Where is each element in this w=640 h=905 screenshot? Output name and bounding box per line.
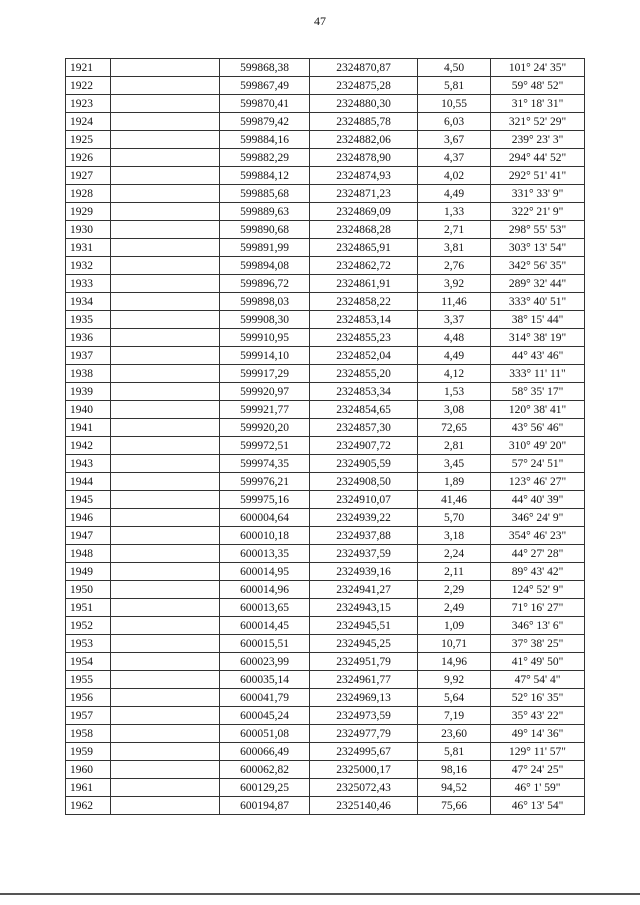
table-row xyxy=(66,617,585,635)
table-row xyxy=(66,401,585,419)
table-row xyxy=(66,707,585,725)
distance-cell: 1,09 xyxy=(418,617,491,635)
bearing-cell: 57° 24' 51" xyxy=(491,455,585,473)
blank-cell xyxy=(111,95,220,113)
y-coordinate-cell: 2325140,46 xyxy=(310,797,418,815)
bearing-cell: 101° 24' 35" xyxy=(491,59,585,77)
point-number-cell: 1960 xyxy=(66,761,111,779)
point-number-cell: 1934 xyxy=(66,293,111,311)
point-number-cell: 1931 xyxy=(66,239,111,257)
bearing-cell: 321° 52' 29" xyxy=(491,113,585,131)
table-row xyxy=(66,545,585,563)
distance-cell: 2,76 xyxy=(418,257,491,275)
x-coordinate-cell: 600066,49 xyxy=(220,743,310,761)
y-coordinate-cell: 2324943,15 xyxy=(310,599,418,617)
blank-cell xyxy=(111,437,220,455)
point-number-cell: 1951 xyxy=(66,599,111,617)
x-coordinate-cell: 600035,14 xyxy=(220,671,310,689)
y-coordinate-cell: 2324857,30 xyxy=(310,419,418,437)
blank-cell xyxy=(111,509,220,527)
y-coordinate-cell: 2324910,07 xyxy=(310,491,418,509)
table-row xyxy=(66,239,585,257)
bearing-cell: 31° 18' 31" xyxy=(491,95,585,113)
y-coordinate-cell: 2324852,04 xyxy=(310,347,418,365)
y-coordinate-cell: 2324961,77 xyxy=(310,671,418,689)
bearing-cell: 294° 44' 52" xyxy=(491,149,585,167)
y-coordinate-cell: 2324865,91 xyxy=(310,239,418,257)
table-row xyxy=(66,257,585,275)
bearing-cell: 59° 48' 52" xyxy=(491,77,585,95)
point-number-cell: 1946 xyxy=(66,509,111,527)
x-coordinate-cell: 599885,68 xyxy=(220,185,310,203)
blank-cell xyxy=(111,185,220,203)
y-coordinate-cell: 2324875,28 xyxy=(310,77,418,95)
bearing-cell: 292° 51' 41" xyxy=(491,167,585,185)
bearing-cell: 49° 14' 36" xyxy=(491,725,585,743)
blank-cell xyxy=(111,617,220,635)
table-row xyxy=(66,149,585,167)
point-number-cell: 1938 xyxy=(66,365,111,383)
y-coordinate-cell: 2325000,17 xyxy=(310,761,418,779)
point-number-cell: 1959 xyxy=(66,743,111,761)
blank-cell xyxy=(111,401,220,419)
y-coordinate-cell: 2324861,91 xyxy=(310,275,418,293)
bearing-cell: 310° 49' 20" xyxy=(491,437,585,455)
bearing-cell: 41° 49' 50" xyxy=(491,653,585,671)
y-coordinate-cell: 2324855,23 xyxy=(310,329,418,347)
y-coordinate-cell: 2324858,22 xyxy=(310,293,418,311)
point-number-cell: 1956 xyxy=(66,689,111,707)
y-coordinate-cell: 2324977,79 xyxy=(310,725,418,743)
distance-cell: 98,16 xyxy=(418,761,491,779)
distance-cell: 4,49 xyxy=(418,185,491,203)
table-row xyxy=(66,95,585,113)
point-number-cell: 1948 xyxy=(66,545,111,563)
distance-cell: 3,18 xyxy=(418,527,491,545)
x-coordinate-cell: 600194,87 xyxy=(220,797,310,815)
y-coordinate-cell: 2324969,13 xyxy=(310,689,418,707)
bearing-cell: 331° 33' 9" xyxy=(491,185,585,203)
bearing-cell: 52° 16' 35" xyxy=(491,689,585,707)
point-number-cell: 1929 xyxy=(66,203,111,221)
distance-cell: 4,12 xyxy=(418,365,491,383)
table-row xyxy=(66,167,585,185)
point-number-cell: 1921 xyxy=(66,59,111,77)
point-number-cell: 1923 xyxy=(66,95,111,113)
y-coordinate-cell: 2325072,43 xyxy=(310,779,418,797)
point-number-cell: 1955 xyxy=(66,671,111,689)
y-coordinate-cell: 2324869,09 xyxy=(310,203,418,221)
x-coordinate-cell: 600062,82 xyxy=(220,761,310,779)
y-coordinate-cell: 2324868,28 xyxy=(310,221,418,239)
bearing-cell: 124° 52' 9" xyxy=(491,581,585,599)
point-number-cell: 1930 xyxy=(66,221,111,239)
distance-cell: 2,24 xyxy=(418,545,491,563)
bearing-cell: 120° 38' 41" xyxy=(491,401,585,419)
x-coordinate-cell: 599894,08 xyxy=(220,257,310,275)
bearing-cell: 333° 40' 51" xyxy=(491,293,585,311)
blank-cell xyxy=(111,797,220,815)
point-number-cell: 1942 xyxy=(66,437,111,455)
point-number-cell: 1926 xyxy=(66,149,111,167)
y-coordinate-cell: 2324945,25 xyxy=(310,635,418,653)
distance-cell: 94,52 xyxy=(418,779,491,797)
table-row xyxy=(66,131,585,149)
distance-cell: 5,81 xyxy=(418,743,491,761)
y-coordinate-cell: 2324937,88 xyxy=(310,527,418,545)
blank-cell xyxy=(111,563,220,581)
y-coordinate-cell: 2324854,65 xyxy=(310,401,418,419)
point-number-cell: 1958 xyxy=(66,725,111,743)
x-coordinate-cell: 600014,96 xyxy=(220,581,310,599)
bearing-cell: 123° 46' 27" xyxy=(491,473,585,491)
y-coordinate-cell: 2324939,22 xyxy=(310,509,418,527)
distance-cell: 5,70 xyxy=(418,509,491,527)
x-coordinate-cell: 599889,63 xyxy=(220,203,310,221)
blank-cell xyxy=(111,419,220,437)
table-row xyxy=(66,203,585,221)
blank-cell xyxy=(111,383,220,401)
bearing-cell: 333° 11' 11" xyxy=(491,365,585,383)
x-coordinate-cell: 600004,64 xyxy=(220,509,310,527)
blank-cell xyxy=(111,221,220,239)
x-coordinate-cell: 600023,99 xyxy=(220,653,310,671)
blank-cell xyxy=(111,131,220,149)
bearing-cell: 44° 40' 39" xyxy=(491,491,585,509)
y-coordinate-cell: 2324870,87 xyxy=(310,59,418,77)
x-coordinate-cell: 599976,21 xyxy=(220,473,310,491)
x-coordinate-cell: 600045,24 xyxy=(220,707,310,725)
distance-cell: 72,65 xyxy=(418,419,491,437)
bearing-cell: 37° 38' 25" xyxy=(491,635,585,653)
x-coordinate-cell: 599870,41 xyxy=(220,95,310,113)
x-coordinate-cell: 600014,95 xyxy=(220,563,310,581)
point-number-cell: 1950 xyxy=(66,581,111,599)
blank-cell xyxy=(111,293,220,311)
blank-cell xyxy=(111,707,220,725)
point-number-cell: 1928 xyxy=(66,185,111,203)
blank-cell xyxy=(111,257,220,275)
distance-cell: 23,60 xyxy=(418,725,491,743)
distance-cell: 3,45 xyxy=(418,455,491,473)
table-row xyxy=(66,473,585,491)
bearing-cell: 47° 54' 4" xyxy=(491,671,585,689)
blank-cell xyxy=(111,545,220,563)
point-number-cell: 1947 xyxy=(66,527,111,545)
blank-cell xyxy=(111,455,220,473)
table-row xyxy=(66,221,585,239)
x-coordinate-cell: 599879,42 xyxy=(220,113,310,131)
y-coordinate-cell: 2324880,30 xyxy=(310,95,418,113)
point-number-cell: 1961 xyxy=(66,779,111,797)
bearing-cell: 129° 11' 57" xyxy=(491,743,585,761)
blank-cell xyxy=(111,599,220,617)
x-coordinate-cell: 600010,18 xyxy=(220,527,310,545)
blank-cell xyxy=(111,743,220,761)
distance-cell: 4,50 xyxy=(418,59,491,77)
y-coordinate-cell: 2324951,79 xyxy=(310,653,418,671)
bearing-cell: 346° 24' 9" xyxy=(491,509,585,527)
y-coordinate-cell: 2324905,59 xyxy=(310,455,418,473)
x-coordinate-cell: 599890,68 xyxy=(220,221,310,239)
distance-cell: 7,19 xyxy=(418,707,491,725)
y-coordinate-cell: 2324937,59 xyxy=(310,545,418,563)
point-number-cell: 1949 xyxy=(66,563,111,581)
distance-cell: 1,53 xyxy=(418,383,491,401)
coordinates-table-body xyxy=(66,59,585,815)
distance-cell: 2,81 xyxy=(418,437,491,455)
table-row xyxy=(66,689,585,707)
blank-cell xyxy=(111,779,220,797)
distance-cell: 2,29 xyxy=(418,581,491,599)
x-coordinate-cell: 599896,72 xyxy=(220,275,310,293)
point-number-cell: 1953 xyxy=(66,635,111,653)
bearing-cell: 46° 13' 54" xyxy=(491,797,585,815)
point-number-cell: 1937 xyxy=(66,347,111,365)
blank-cell xyxy=(111,653,220,671)
bearing-cell: 89° 43' 42" xyxy=(491,563,585,581)
y-coordinate-cell: 2324907,72 xyxy=(310,437,418,455)
table-row xyxy=(66,563,585,581)
bearing-cell: 289° 32' 44" xyxy=(491,275,585,293)
point-number-cell: 1941 xyxy=(66,419,111,437)
blank-cell xyxy=(111,239,220,257)
point-number-cell: 1925 xyxy=(66,131,111,149)
table-row xyxy=(66,293,585,311)
point-number-cell: 1944 xyxy=(66,473,111,491)
x-coordinate-cell: 599884,12 xyxy=(220,167,310,185)
bearing-cell: 58° 35' 17" xyxy=(491,383,585,401)
table-row xyxy=(66,653,585,671)
y-coordinate-cell: 2324941,27 xyxy=(310,581,418,599)
distance-cell: 4,02 xyxy=(418,167,491,185)
table-row xyxy=(66,329,585,347)
blank-cell xyxy=(111,473,220,491)
distance-cell: 5,64 xyxy=(418,689,491,707)
x-coordinate-cell: 600015,51 xyxy=(220,635,310,653)
distance-cell: 10,55 xyxy=(418,95,491,113)
distance-cell: 3,08 xyxy=(418,401,491,419)
table-row xyxy=(66,455,585,473)
table-row xyxy=(66,365,585,383)
x-coordinate-cell: 599908,30 xyxy=(220,311,310,329)
table-row xyxy=(66,347,585,365)
x-coordinate-cell: 599972,51 xyxy=(220,437,310,455)
distance-cell: 3,92 xyxy=(418,275,491,293)
distance-cell: 2,11 xyxy=(418,563,491,581)
y-coordinate-cell: 2324973,59 xyxy=(310,707,418,725)
y-coordinate-cell: 2324882,06 xyxy=(310,131,418,149)
blank-cell xyxy=(111,635,220,653)
bearing-cell: 346° 13' 6" xyxy=(491,617,585,635)
point-number-cell: 1945 xyxy=(66,491,111,509)
x-coordinate-cell: 600051,08 xyxy=(220,725,310,743)
point-number-cell: 1940 xyxy=(66,401,111,419)
blank-cell xyxy=(111,581,220,599)
x-coordinate-cell: 599920,97 xyxy=(220,383,310,401)
bearing-cell: 314° 38' 19" xyxy=(491,329,585,347)
page-number: 47 xyxy=(314,14,326,28)
x-coordinate-cell: 600041,79 xyxy=(220,689,310,707)
blank-cell xyxy=(111,113,220,131)
blank-cell xyxy=(111,203,220,221)
bearing-cell: 71° 16' 27" xyxy=(491,599,585,617)
distance-cell: 1,89 xyxy=(418,473,491,491)
bearing-cell: 44° 27' 28" xyxy=(491,545,585,563)
coordinates-table xyxy=(65,58,585,815)
table-row xyxy=(66,383,585,401)
x-coordinate-cell: 600013,35 xyxy=(220,545,310,563)
blank-cell xyxy=(111,149,220,167)
table-row xyxy=(66,725,585,743)
bearing-cell: 44° 43' 46" xyxy=(491,347,585,365)
distance-cell: 41,46 xyxy=(418,491,491,509)
blank-cell xyxy=(111,59,220,77)
distance-cell: 9,92 xyxy=(418,671,491,689)
bearing-cell: 298° 55' 53" xyxy=(491,221,585,239)
x-coordinate-cell: 599920,20 xyxy=(220,419,310,437)
blank-cell xyxy=(111,365,220,383)
point-number-cell: 1936 xyxy=(66,329,111,347)
table-row xyxy=(66,275,585,293)
table-row xyxy=(66,743,585,761)
table-row xyxy=(66,77,585,95)
table-row xyxy=(66,581,585,599)
distance-cell: 3,37 xyxy=(418,311,491,329)
table-row xyxy=(66,491,585,509)
distance-cell: 3,81 xyxy=(418,239,491,257)
x-coordinate-cell: 599974,35 xyxy=(220,455,310,473)
y-coordinate-cell: 2324885,78 xyxy=(310,113,418,131)
table-row xyxy=(66,527,585,545)
x-coordinate-cell: 599868,38 xyxy=(220,59,310,77)
y-coordinate-cell: 2324878,90 xyxy=(310,149,418,167)
blank-cell xyxy=(111,689,220,707)
table-row xyxy=(66,635,585,653)
x-coordinate-cell: 599891,99 xyxy=(220,239,310,257)
point-number-cell: 1962 xyxy=(66,797,111,815)
y-coordinate-cell: 2324908,50 xyxy=(310,473,418,491)
blank-cell xyxy=(111,491,220,509)
distance-cell: 4,37 xyxy=(418,149,491,167)
x-coordinate-cell: 600013,65 xyxy=(220,599,310,617)
x-coordinate-cell: 599914,10 xyxy=(220,347,310,365)
blank-cell xyxy=(111,761,220,779)
table-row xyxy=(66,761,585,779)
distance-cell: 2,49 xyxy=(418,599,491,617)
bearing-cell: 239° 23' 3" xyxy=(491,131,585,149)
point-number-cell: 1924 xyxy=(66,113,111,131)
point-number-cell: 1954 xyxy=(66,653,111,671)
y-coordinate-cell: 2324871,23 xyxy=(310,185,418,203)
blank-cell xyxy=(111,275,220,293)
x-coordinate-cell: 599921,77 xyxy=(220,401,310,419)
y-coordinate-cell: 2324862,72 xyxy=(310,257,418,275)
point-number-cell: 1927 xyxy=(66,167,111,185)
x-coordinate-cell: 599867,49 xyxy=(220,77,310,95)
table-row xyxy=(66,419,585,437)
blank-cell xyxy=(111,347,220,365)
bearing-cell: 342° 56' 35" xyxy=(491,257,585,275)
distance-cell: 75,66 xyxy=(418,797,491,815)
x-coordinate-cell: 599882,29 xyxy=(220,149,310,167)
table-row xyxy=(66,599,585,617)
y-coordinate-cell: 2324853,34 xyxy=(310,383,418,401)
x-coordinate-cell: 600129,25 xyxy=(220,779,310,797)
blank-cell xyxy=(111,77,220,95)
table-row xyxy=(66,671,585,689)
blank-cell xyxy=(111,311,220,329)
y-coordinate-cell: 2324995,67 xyxy=(310,743,418,761)
y-coordinate-cell: 2324939,16 xyxy=(310,563,418,581)
table-row xyxy=(66,779,585,797)
table-row xyxy=(66,59,585,77)
x-coordinate-cell: 599898,03 xyxy=(220,293,310,311)
point-number-cell: 1943 xyxy=(66,455,111,473)
y-coordinate-cell: 2324945,51 xyxy=(310,617,418,635)
distance-cell: 11,46 xyxy=(418,293,491,311)
distance-cell: 2,71 xyxy=(418,221,491,239)
y-coordinate-cell: 2324874,93 xyxy=(310,167,418,185)
x-coordinate-cell: 600014,45 xyxy=(220,617,310,635)
table-row xyxy=(66,311,585,329)
distance-cell: 10,71 xyxy=(418,635,491,653)
table-row xyxy=(66,437,585,455)
bearing-cell: 43° 56' 46" xyxy=(491,419,585,437)
distance-cell: 6,03 xyxy=(418,113,491,131)
bearing-cell: 303° 13' 54" xyxy=(491,239,585,257)
distance-cell: 14,96 xyxy=(418,653,491,671)
table-row xyxy=(66,113,585,131)
distance-cell: 1,33 xyxy=(418,203,491,221)
blank-cell xyxy=(111,527,220,545)
bearing-cell: 322° 21' 9" xyxy=(491,203,585,221)
bearing-cell: 46° 1' 59" xyxy=(491,779,585,797)
distance-cell: 3,67 xyxy=(418,131,491,149)
x-coordinate-cell: 599910,95 xyxy=(220,329,310,347)
point-number-cell: 1952 xyxy=(66,617,111,635)
bearing-cell: 354° 46' 23" xyxy=(491,527,585,545)
distance-cell: 4,49 xyxy=(418,347,491,365)
y-coordinate-cell: 2324853,14 xyxy=(310,311,418,329)
distance-cell: 4,48 xyxy=(418,329,491,347)
table-row xyxy=(66,185,585,203)
blank-cell xyxy=(111,725,220,743)
distance-cell: 5,81 xyxy=(418,77,491,95)
point-number-cell: 1932 xyxy=(66,257,111,275)
x-coordinate-cell: 599975,16 xyxy=(220,491,310,509)
point-number-cell: 1935 xyxy=(66,311,111,329)
point-number-cell: 1922 xyxy=(66,77,111,95)
table-row xyxy=(66,797,585,815)
bearing-cell: 35° 43' 22" xyxy=(491,707,585,725)
blank-cell xyxy=(111,167,220,185)
y-coordinate-cell: 2324855,20 xyxy=(310,365,418,383)
table-row xyxy=(66,509,585,527)
blank-cell xyxy=(111,671,220,689)
x-coordinate-cell: 599884,16 xyxy=(220,131,310,149)
point-number-cell: 1939 xyxy=(66,383,111,401)
point-number-cell: 1933 xyxy=(66,275,111,293)
point-number-cell: 1957 xyxy=(66,707,111,725)
x-coordinate-cell: 599917,29 xyxy=(220,365,310,383)
blank-cell xyxy=(111,329,220,347)
bearing-cell: 47° 24' 25" xyxy=(491,761,585,779)
bearing-cell: 38° 15' 44" xyxy=(491,311,585,329)
bottom-rule xyxy=(0,893,640,895)
